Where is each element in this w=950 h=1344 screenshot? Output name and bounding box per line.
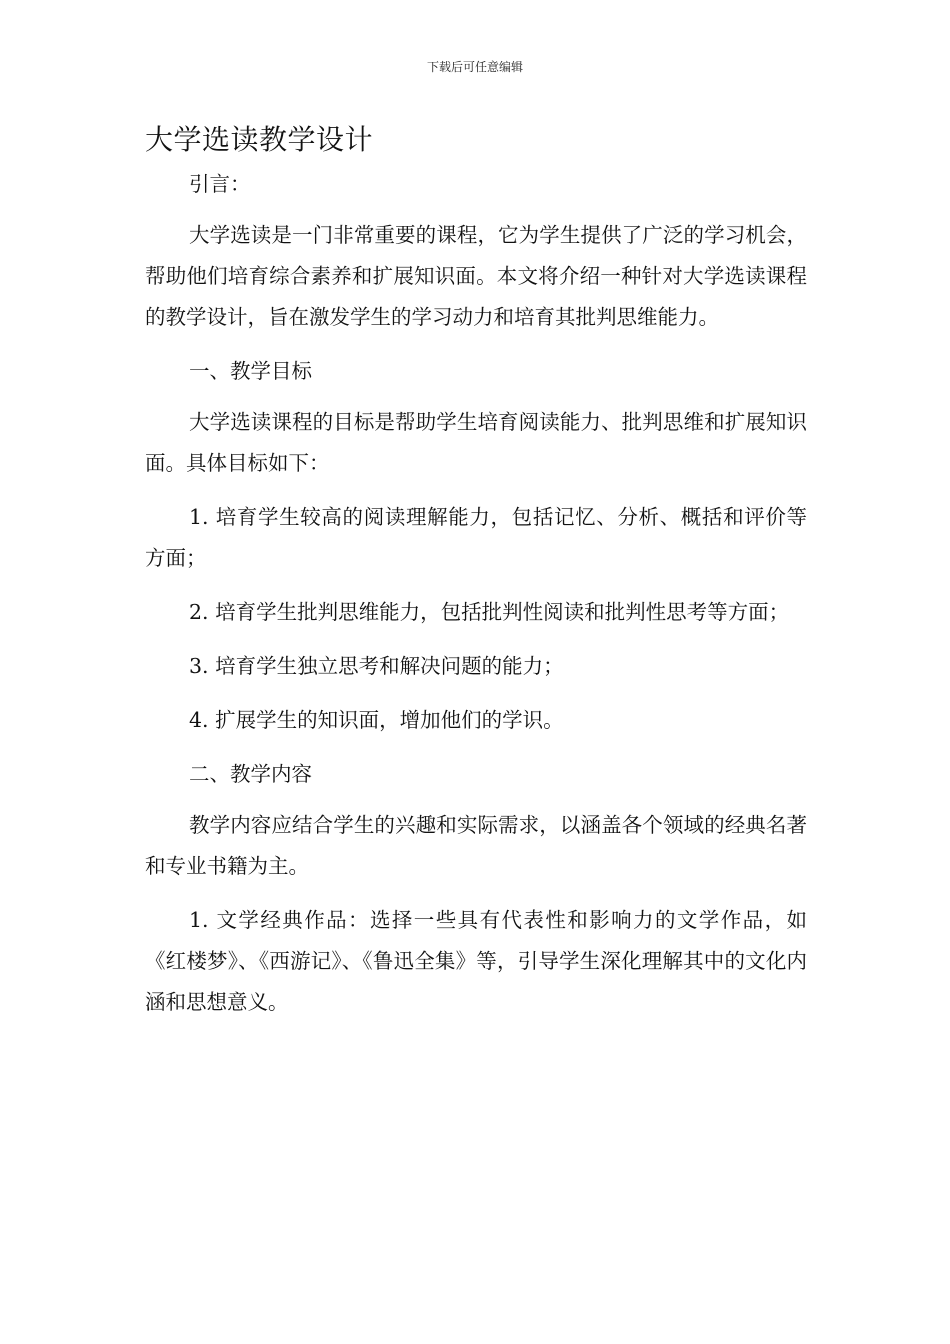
section-heading-goals: 一、教学目标 (189, 359, 312, 383)
paragraph-content: 教学内容应结合学生的兴趣和实际需求，以涵盖各个领域的经典名著和专业书籍为主。 (145, 813, 807, 878)
header-note: 下载后可任意编辑 (426, 60, 523, 74)
document-body (145, 164, 807, 1036)
list-item-goal-2: 2. 培育学生批判思维能力，包括批判性阅读和批判性思考等方面； (189, 600, 790, 624)
paragraph-goals: 大学选读课程的目标是帮助学生培育阅读能力、批判思维和扩展知识面。具体目标如下： (145, 410, 807, 475)
list-item-content-1: 1. 文学经典作品：选择一些具有代表性和影响力的文学作品，如《红楼梦》、《西游记》、《鲁迅全集》等，引导学生深化理解其中的文化内涵和思想意义。 (145, 908, 807, 1014)
list-item-goal-3: 3. 培育学生独立思考和解决问题的能力； (189, 654, 564, 678)
list-item-goal-4: 4. 扩展学生的知识面，增加他们的学识。 (189, 708, 564, 732)
list-item-goal-1: 1. 培育学生较高的阅读理解能力，包括记忆、分析、概括和评价等方面； (145, 505, 807, 570)
document-title: 大学选读教学设计 (145, 123, 374, 156)
section-heading-content: 二、教学内容 (189, 762, 312, 786)
paragraph-intro: 大学选读是一门非常重要的课程，它为学生提供了广泛的学习机会，帮助他们培育综合素养和扩展知识面。本文将介绍一种针对大学选读课程的教学设计，旨在激发学生的学习动力和培育其批判思维能力。 (145, 223, 807, 329)
paragraph-intro-heading: 引言： (189, 172, 251, 196)
